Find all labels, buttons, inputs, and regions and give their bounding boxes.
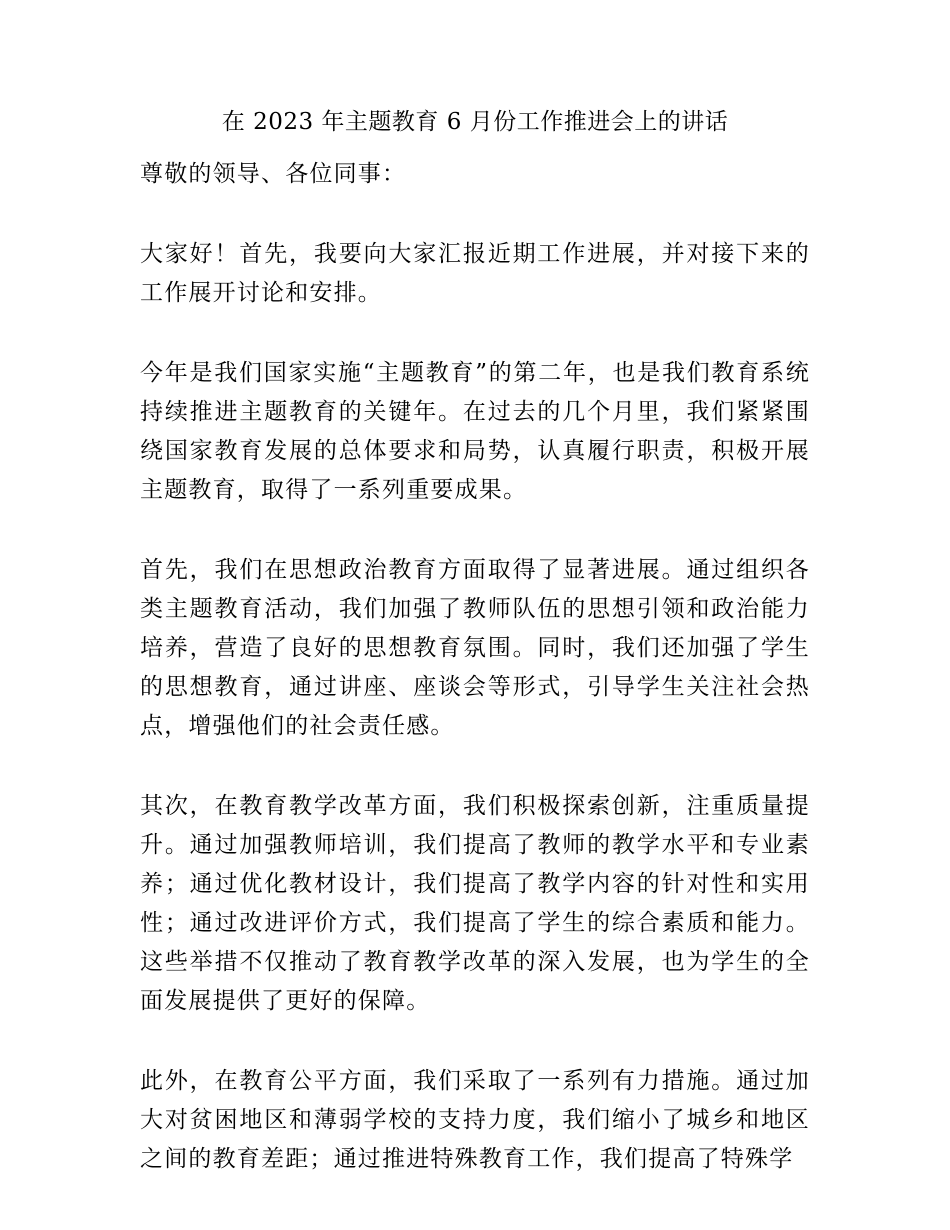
paragraph-teaching-reform: 其次，在教育教学改革方面，我们积极探索创新，注重质量提升。通过加强教师培训，我们提高了教师的教学水平和专业素养；通过优化教材设计，我们提高了教学内容的针对性和实用性；通过改进评价方式，我们提高了学生的综合素质和能力。这些举措不仅推动了教育教学改革的深入发展，也为学生的全面发展提供了更好的保障。 [140,793,810,1014]
salutation: 尊敬的领导、各位同事： [140,161,407,187]
paragraph-education-equity: 此外，在教育公平方面，我们采取了一系列有力措施。通过加大对贫困地区和薄弱学校的支持力度，我们缩小了城乡和地区之间的教育差距；通过推进特殊教育工作，我们提高了特殊学 [140,1068,810,1172]
paragraph-greeting: 大家好！首先，我要向大家汇报近期工作进展，并对接下来的工作展开讨论和安排。 [140,241,810,306]
paragraph-ideological-education: 首先，我们在思想政治教育方面取得了显著进展。通过组织各类主题教育活动，我们加强了教师队伍的思想引领和政治能力培养，营造了良好的思想教育氛围。同时，我们还加强了学生的思想教育，通过讲座、座谈会等形式，引导学生关注社会热点，增强他们的社会责任感。 [140,557,810,739]
document-body [140,155,810,1220]
paragraph-background: 今年是我们国家实施“主题教育”的第二年，也是我们教育系统持续推进主题教育的关键年。在过去的几个月里，我们紧紧围绕国家教育发展的总体要求和局势，认真履行职责，积极开展主题教育，取得了一系列重要成果。 [140,360,810,503]
document-title: 在 2023 年主题教育 6 月份工作推进会上的讲话 [221,109,729,135]
